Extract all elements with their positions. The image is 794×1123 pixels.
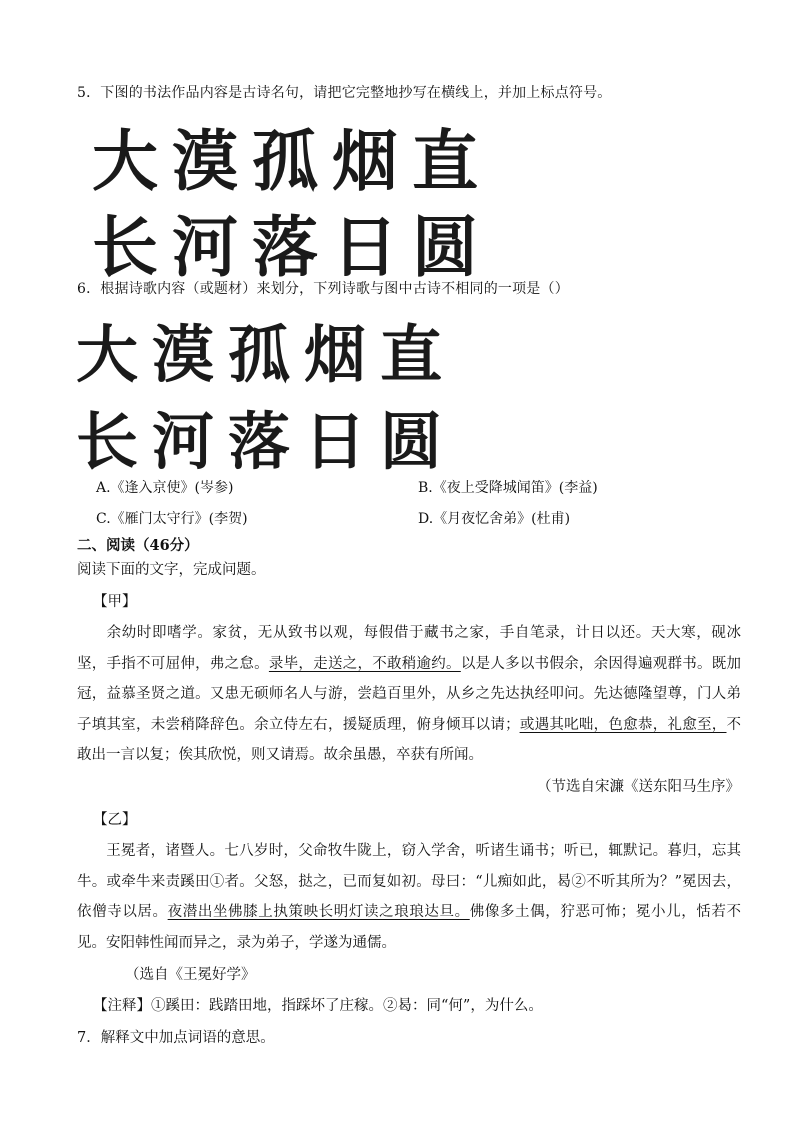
calligraphy-line-2: 长河落日圆	[76, 405, 457, 478]
passage-yi-source: （选自《王冕好学》	[125, 967, 256, 983]
jia-underlined-1: 录毕，走送之，不敢稍逾约。	[268, 655, 461, 672]
calligraphy-line-2: 长河落日圆	[92, 208, 492, 286]
yi-underlined: 夜潜出坐佛膝上执策映长明灯读之琅琅达旦。	[167, 904, 470, 920]
question-7-text: 7．解释文中加点词语的意思。	[77, 1030, 275, 1046]
question-6-text: 6．根据诗歌内容（或题材）来划分，下列诗歌与图中古诗不相同的一项是（）	[77, 281, 569, 297]
yi-text-2: 佛像多土偶，狞恶可怖；冕小儿，恬若不见。安阳韩性闻而异之，录为弟子，学遂为通儒。	[77, 904, 742, 951]
jia-text-3: 不敢出一言以复；俟其欣悦，则又请焉。故余虽愚，卒获有所闻。	[77, 716, 741, 763]
section-heading: 二、阅读（46分）	[77, 537, 199, 554]
passage-jia-paragraph	[77, 618, 741, 771]
option-b[interactable]: B.《夜上受降城闻笛》(李益)	[418, 480, 598, 496]
option-a[interactable]: A.《逢入京使》(岑参)	[96, 480, 234, 496]
jia-text-1: 余幼时即嗜学。家贫，无从致书以观，每假借于藏书之家，手自笔录，计日以还。天大寒，砚冰坚，手指不可屈伸，弗之怠。	[77, 625, 741, 672]
option-d[interactable]: D.《月夜忆舍弟》(杜甫)	[418, 511, 571, 527]
passage-yi-label: 【乙】	[93, 812, 137, 828]
yi-text-1: 王冕者，诸暨人。七八岁时，父命牧牛陇上，窃入学舍，听诸生诵书；听已，辄默记。暮归，忘其牛。或牵牛来责蹊田①者。父怒，挞之，已而复如初。母曰：“儿痴如此，曷②不听其所为？”冕因去，依僧寺以居。	[77, 843, 741, 920]
question-5-text: 5．下图的书法作品内容是古诗名句，请把它完整地抄写在横线上，并加上标点符号。	[77, 85, 612, 101]
calligraphy-line-1: 大漠孤烟直	[92, 122, 492, 200]
option-c[interactable]: C.《雁门太守行》(李贺)	[96, 511, 248, 527]
jia-underlined-2: 或遇其叱咄，色愈恭，礼愈至，	[519, 716, 727, 733]
jia-text-2: 以是人多以书假余，余因得遍观群书。既加冠，益慕圣贤之道。又患无硕师名人与游，尝趋百里外，从乡之先达执经叩问。先达德隆望尊，门人弟子填其室，未尝稍降辞色。余立侍左右，援疑质理，俯身倾耳以请；	[77, 655, 742, 733]
passage-jia-label: 【甲】	[93, 594, 137, 610]
reading-instruction: 阅读下面的文字，完成问题。	[77, 562, 266, 578]
passage-jia-source: （节选自宋濂《送东阳马生序》	[537, 779, 740, 795]
passage-yi-notes: 【注释】①蹊田：践踏田地，指踩坏了庄稼。②曷：同“何”，为什么。	[93, 998, 543, 1014]
calligraphy-line-1: 大漠孤烟直	[76, 318, 457, 391]
passage-yi-paragraph	[77, 836, 741, 958]
